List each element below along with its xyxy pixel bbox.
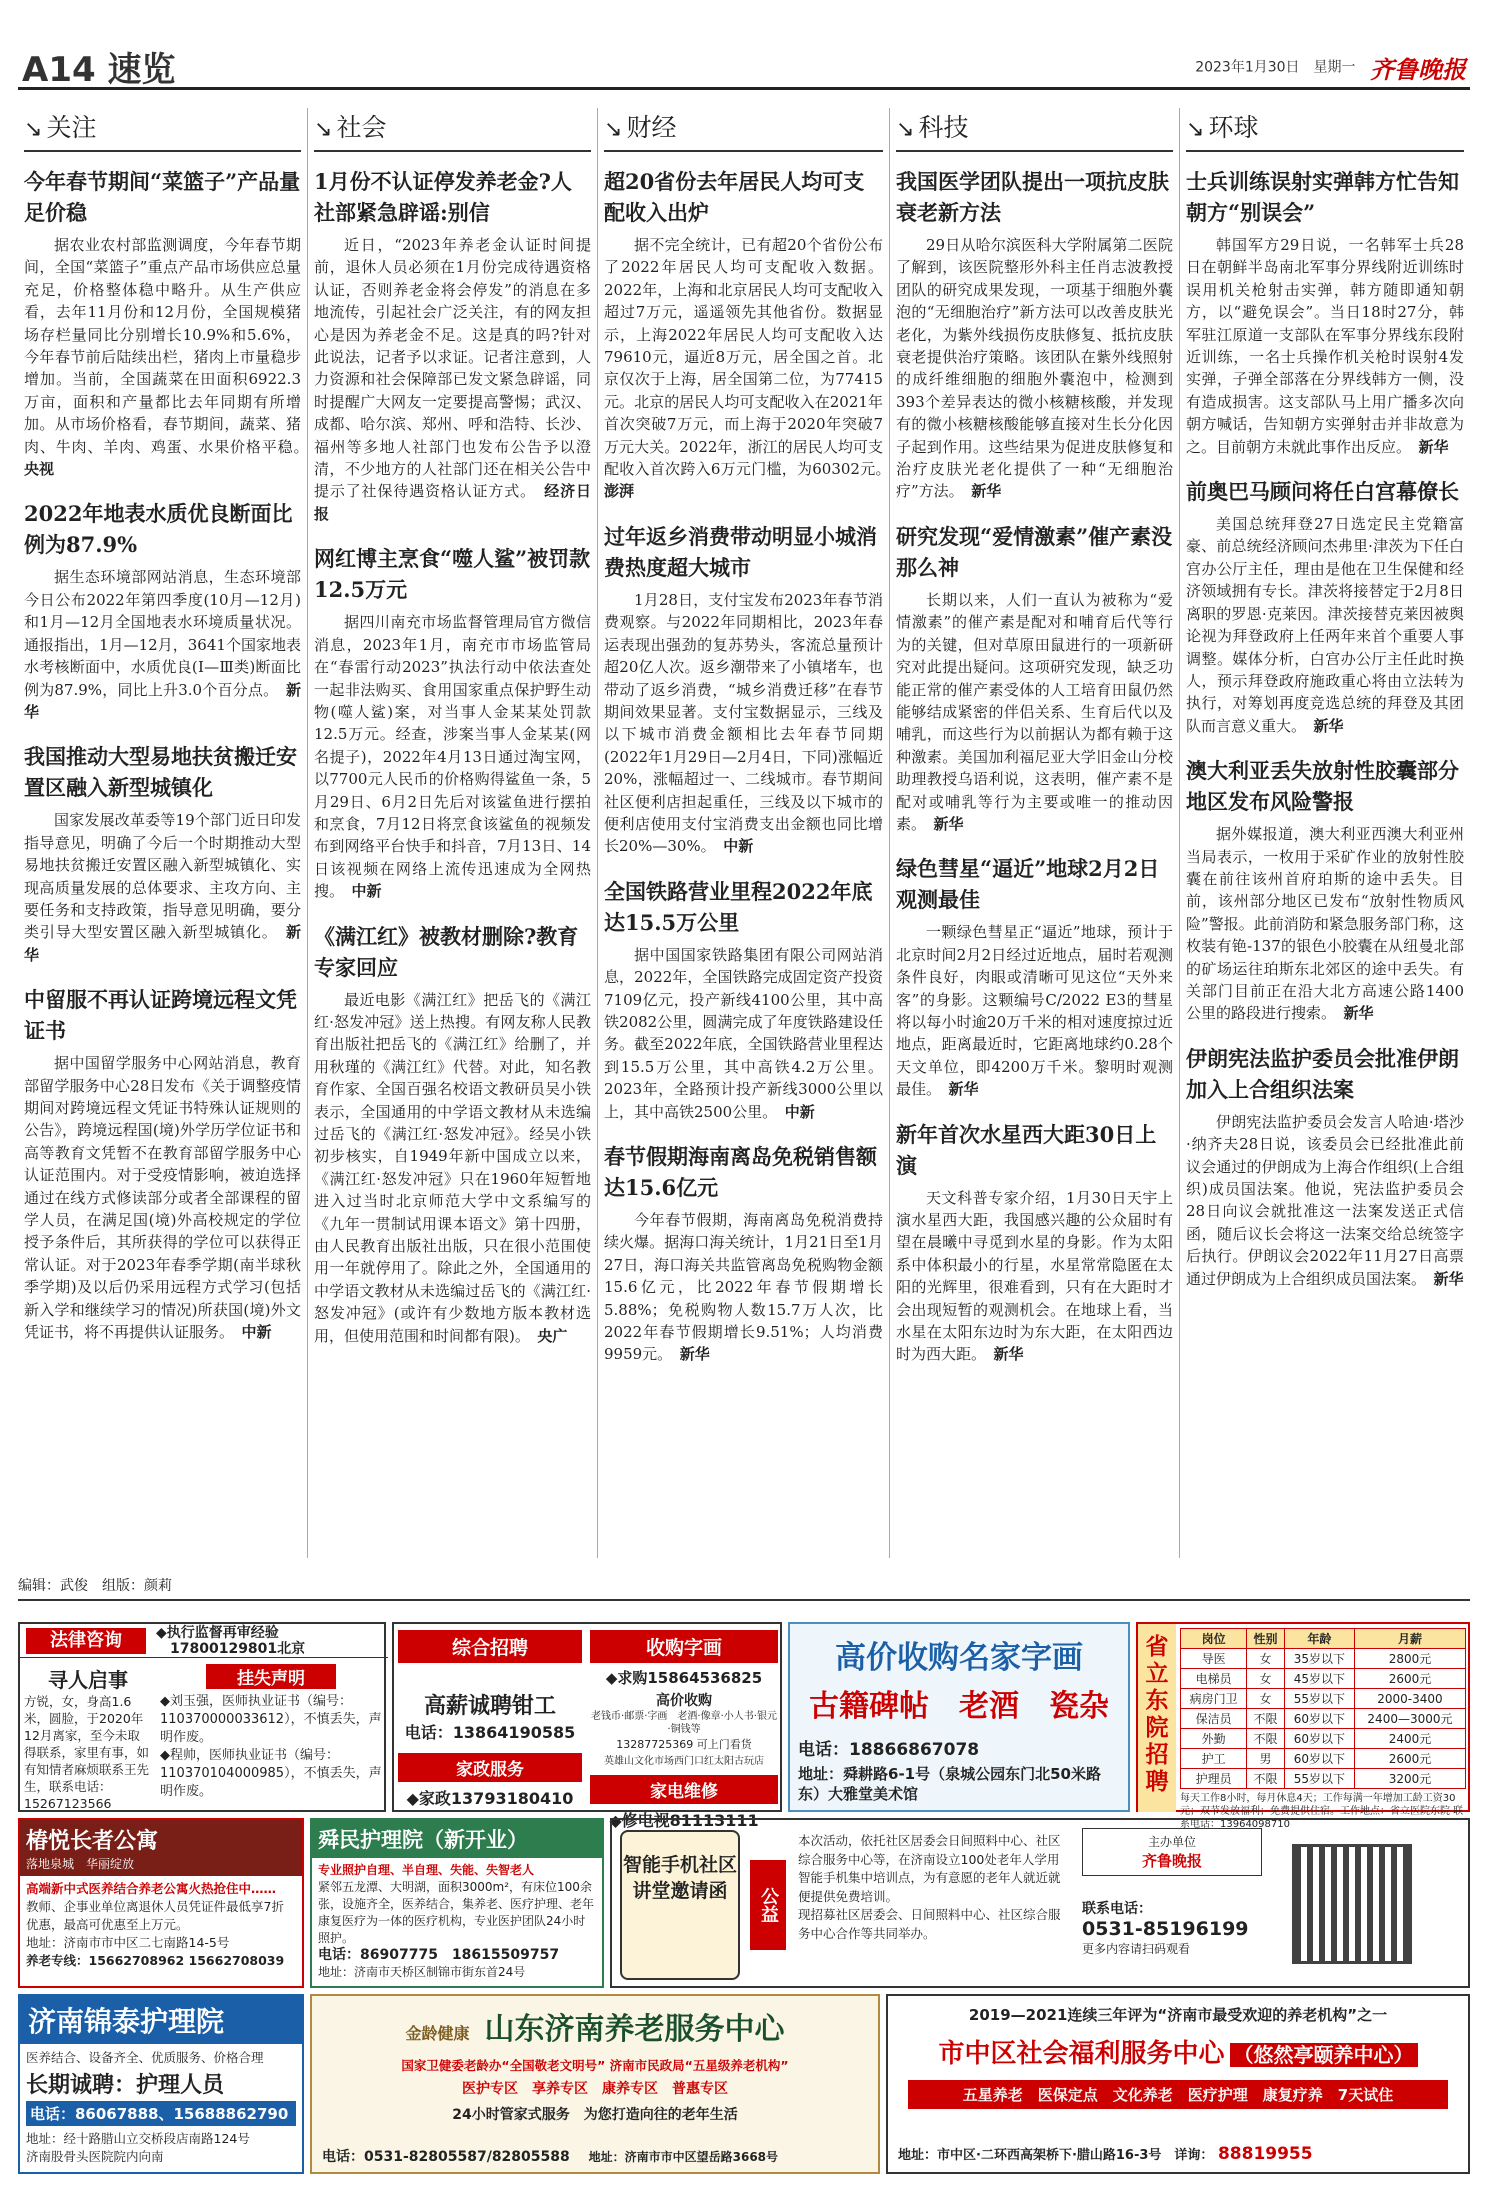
- table-cell: 月薪: [1354, 1629, 1465, 1649]
- tv-tel: ◆修电视81113111: [609, 1811, 759, 1830]
- article-text: 近日，“2023年养老金认证时间提前，退休人员必须在1月份完成待遇资格认证，否则养老金将会停发”的消息在多地流传，引起社会广泛关注，有的网友担心是因为养老金不足。这是真的吗?针对此说法，记者予以求证。记者注意到，人力资源和社会保障部已发文紧急辟谣，同时提醒广大网友一定要提高警惕；武汉、成都、哈尔滨、郑州、呼和浩特、长沙、福州等多地人社部门也发布公告予以澄清，不少地方的人社部门还在相关公告中提示了社保待遇资格认证方式。: [314, 236, 591, 501]
- table-cell: 导医: [1181, 1649, 1247, 1669]
- article-title: 今年春节期间“菜篮子”产品量足价稳: [24, 169, 301, 225]
- article: [1186, 476, 1464, 749]
- section-header: [896, 108, 1173, 152]
- article-byline: 中新: [351, 882, 382, 901]
- legal-line1: ◆执行监督再审经验: [156, 1625, 279, 1641]
- article-text: 伊朗宪法监护委员会发言人哈迪·塔沙·纳齐夫28日说，该委员会已经批准此前议会通过的伊朗成为上海合作组织(上合组织)成员国法案。他说，宪法监护委员会28日向议会就批准这一法案发送正式信函，随后议长会将这一法案交给总统签字后执行。伊朗议会2022年11月27日高票通过伊朗成为上合组织成员国法案。: [1186, 1112, 1464, 1288]
- article-text: 据不完全统计，已有超20个省份公布了2022年居民人均可支配收入数据。2022年，上海和北京居民人均可支配收入超过7万元，遥遥领先其他省份。数据显示，上海2022年居民人均可支配收入达79610元，逼近8万元，居全国之首。北京仅次于上海，居全国第二位，为77415元。北京的居民人均可支配收入在2021年首次突破7万元，而上海于2020年突破7万元大关。2022年，浙江的居民人均可支配收入首次跨入6万元门槛，为60302元。: [604, 236, 883, 479]
- article-body: [24, 1052, 301, 1343]
- void-line1: ◆刘玉强，医师执业证书（编号：110370000033612），不慎丢失，声明作废。: [160, 1694, 382, 1745]
- shizhong-tags: 五星养老 医保定点 文化养老 医疗护理 康复疗养 7天试住: [908, 2080, 1448, 2109]
- shunmin-tel: 电话：86907775 18615509757: [318, 1947, 560, 1963]
- article-text: 最近电影《满江红》把岳飞的《满江红·怒发冲冠》送上热搜。有网友称人民教育出版社把岳飞的《满江红》给删了，并用秋瑾的《满江红》代替。对此，知名教育作家、全国百强名校语文教研员吴小铁表示，全国通用的中学语文教材从未选编过岳飞的《满江红·怒发冲冠》。经吴小铁初步核实，自1949年新中国成立以来，《满江红·怒发冲冠》只在1960年短暂地进入过当时北京师范大学中文系编写的《九年一贯制试用课本语文》第十四册，由人民教育出版社出版，只在很小范围使用一年就停用了。除此之外，全国通用的中学语文教材从未选编过岳飞的《满江红·怒发冲冠》(或许有少数地方版本教材选用，但使用范围和时间都有限)。: [314, 990, 591, 1345]
- table-cell: 外勤: [1181, 1729, 1247, 1749]
- buy-sub: 老钱币·邮票·字画 老酒·像章·小人书·银元·铜钱等: [591, 1711, 777, 1735]
- article-text: 据四川南充市场监督管理局官方微信消息，2023年1月，南充市市场监管局在“春雷行动2023”执法行动中依法查处一起非法购买、食用国家重点保护野生动物(噬人鲨)案，对当事人金某某处罚款12.5万元。经查，涉案当事人金某某(网名提子)，2022年4月13日通过淘宝网，以7700元人民币的价格购得鲨鱼一条，5月29日、6月2日先后对该鲨鱼进行摆拍和烹食，7月12日将烹食该鲨鱼的视频发布到网络平台快手和抖音，7月13日、14日该视频在网络上流传迅速成为全网热搜。: [314, 613, 591, 901]
- article-title: 研究发现“爱情激素”催产素没那么神: [896, 523, 1173, 580]
- table-cell: 病房门卫: [1181, 1689, 1247, 1709]
- article-byline: 新华: [1433, 1269, 1464, 1288]
- lecture-tel-label: 联系电话：: [1082, 1901, 1152, 1917]
- section-title: 科技: [918, 113, 969, 142]
- article-title: 士兵训练误射实弹韩方忙告知朝方“别误会”: [1186, 169, 1459, 225]
- article-title: 2022年地表水质优良断面比例为87.9%: [24, 501, 293, 558]
- article-body: [896, 921, 1173, 1100]
- table-row: [1181, 1649, 1466, 1669]
- article-byline: 中新: [241, 1323, 272, 1342]
- issue-date: 2023年1月30日 星期一: [1195, 59, 1356, 76]
- table-cell: 不限: [1247, 1769, 1284, 1789]
- shizhong-award: 2019—2021连续三年评为“济南市最受欢迎的养老机构”之一: [968, 2006, 1388, 2024]
- legal-ad-block: [18, 1622, 386, 1812]
- article-body: [1186, 1111, 1464, 1290]
- lecture-body2: 现招募社区居委会、日间照料中心、社区综合服务中心合作等共同举办。: [798, 1907, 1061, 1941]
- article-body: [314, 611, 591, 902]
- article-text: 今年春节假期，海南离岛免税消费持续火爆。据海口海关统计，1月21日至1月27日，海口海关共监管离岛免税购物金额15.6亿元，比2022年春节假期增长5.88%；免税购物人数15.7万人次，比2022年春节假期增长9.51%；人均消费9959元。: [604, 1211, 883, 1364]
- shizhong-ad: [886, 1994, 1470, 2174]
- buy-main: 高价收购: [656, 1693, 712, 1709]
- article-title: 伊朗宪法监护委员会批准伊朗加入上合组织法案: [1186, 1045, 1459, 1102]
- table-cell: 电梯员: [1181, 1669, 1247, 1689]
- jintai-line1: 医养结合、设备齐全、优质服务、价格合理: [26, 2050, 264, 2065]
- shizhong-name: 市中区社会福利服务中心: [938, 2039, 1225, 2069]
- shizhong-tel: 88819955: [1217, 2144, 1313, 2164]
- table-cell: 护工: [1181, 1749, 1247, 1769]
- column-0: [18, 108, 308, 1558]
- article-byline: 新华: [1313, 716, 1344, 735]
- article-text: 国家发展改革委等19个部门近日印发指导意见，明确了今后一个时期推动大型易地扶贫搬迁安置区融入新型城镇化、实现高质量发展的总体要求、主攻方向、主要任务和支持政策，指导意见明确，要分类引导大型安置区融入新型城镇化。: [24, 811, 301, 942]
- table-row: [1181, 1689, 1466, 1709]
- article: [1186, 755, 1464, 1037]
- article-text: 据中国留学服务中心网站消息，教育部留学服务中心28日发布《关于调整疫情期间对跨境远程文凭证书特殊认证规则的公告》，跨境远程国(境)外学历学位证书和高等教育文凭暂不在教育部留学服务中心认证范围内。对于受疫情影响，被迫选择通过在线方式修读部分或者全部课程的留学人员，在满足国(境)外高校规定的学位授予条件后，其所获得的学位可以获得正常认证。对于2023年春季学期(南半球秋季学期)及以后仍采用远程方式学习(包括新入学和继续学习的情况)所获国(境)外文凭证书，将不再提供认证服务。: [24, 1054, 301, 1342]
- arrow-icon: ↘: [1186, 117, 1205, 142]
- seek-body: 方锐，女，身高1.6米，圆脸，于2020年12月离家，至今未取得联系，家里有事，如有知情者麻烦联系王先生，联系电话：15267123566: [24, 1694, 150, 1811]
- table-cell: 45岁以下: [1284, 1669, 1354, 1689]
- article-title: 绿色彗星“逼近”地球2月2日观测最佳: [896, 856, 1160, 913]
- chunyue-line2: 教师、企事业单位离退休人员凭证件最低享7折优惠，最高可优惠至上万元。: [26, 1899, 284, 1932]
- article-byline: 新华: [971, 482, 1002, 501]
- article-body: [314, 234, 591, 525]
- article-byline: 新华: [1418, 437, 1449, 456]
- arrow-icon: ↘: [604, 117, 623, 142]
- section-header: [24, 108, 301, 152]
- section-header: [314, 108, 591, 152]
- section-title: 关注: [46, 113, 97, 142]
- section-header: [1186, 108, 1464, 152]
- article: [604, 1141, 883, 1378]
- article-body: [896, 1187, 1173, 1366]
- table-cell: 60岁以下: [1284, 1749, 1354, 1769]
- chunyue-tel: 养老专线：15662708962 15662708039: [26, 1953, 285, 1968]
- chunyue-slogan: 落地泉城 华丽绽放: [26, 1857, 135, 1871]
- table-row: [1181, 1669, 1466, 1689]
- table-cell: 保洁员: [1181, 1709, 1247, 1729]
- table-cell: 不限: [1247, 1709, 1284, 1729]
- article: [314, 543, 591, 914]
- article-title: 中留服不再认证跨境远程文凭证书: [24, 987, 297, 1044]
- jintai-tel: 电话：86067888、15688862790: [26, 2101, 296, 2126]
- lecture-side: 公益: [750, 1860, 786, 1950]
- hosp-foot: 每天工作8小时，每月休息4天；工作每满一年增加工龄工资30元；双节发放福利；免费提供住宿。工作地点：省立医院东院 联系电话：13964098710: [1180, 1793, 1464, 1830]
- article: [604, 876, 883, 1135]
- masthead-right: [1195, 50, 1466, 85]
- classified-ad-block: [392, 1622, 782, 1830]
- qr-code-icon[interactable]: [1292, 1844, 1412, 1964]
- void-line2: ◆程帅，医师执业证书（编号：110370104000985），不慎丢失，声明作废。: [160, 1748, 382, 1799]
- article-title: 1月份不认证停发养老金?人社部紧急辟谣:别信: [314, 169, 572, 225]
- arrow-icon: ↘: [896, 117, 915, 142]
- article-body: [604, 589, 883, 858]
- table-row: [1181, 1709, 1466, 1729]
- table-cell: 年龄: [1284, 1629, 1354, 1649]
- article-title: 澳大利亚丢失放射性胶囊部分地区发布风险警报: [1186, 758, 1459, 815]
- article-byline: 澎湃: [604, 482, 635, 501]
- article-title: 网红博主烹食“噬人鲨”被罚款12.5万元: [314, 546, 591, 603]
- column-4: [1180, 108, 1470, 1558]
- article: [314, 166, 591, 537]
- table-cell: 岗位: [1181, 1629, 1247, 1649]
- jintai-addr: 地址：经十路腊山立交桥段店南路124号: [26, 2131, 250, 2146]
- article-body: [604, 944, 883, 1123]
- article-byline: 新华: [933, 814, 964, 833]
- article: [1186, 1043, 1464, 1302]
- article-byline: 新华: [1343, 1004, 1374, 1023]
- article-body: [24, 234, 301, 480]
- lecture-tel: 0531-85196199: [1082, 1918, 1249, 1940]
- shandong-ad: [310, 1994, 880, 2174]
- editor-credit: 编辑：武俊 组版：颜莉: [18, 1575, 1470, 1601]
- table-cell: 女: [1247, 1649, 1284, 1669]
- shizhong-addr: 地址：市中区·二环西高架桥下·腊山路16-3号 详询：: [898, 2148, 1214, 2163]
- calli-line2: 古籍碑帖 老酒 瓷杂: [809, 1689, 1109, 1724]
- table-cell: 2600元: [1354, 1669, 1465, 1689]
- shandong-brand: 金龄健康: [405, 2024, 470, 2043]
- recruit-tel: 电话：13864190585: [404, 1723, 576, 1742]
- article: [24, 498, 301, 735]
- article-byline: 新华: [948, 1080, 979, 1099]
- table-cell: 男: [1247, 1749, 1284, 1769]
- table-cell: 55岁以下: [1284, 1769, 1354, 1789]
- shunmin-ad: [310, 1818, 604, 1988]
- buy-addr: 英雄山文化市场西门口红太阳古玩店: [604, 1756, 764, 1767]
- article: [1186, 166, 1464, 470]
- column-1: [308, 108, 598, 1558]
- page-number: A14 速览: [22, 50, 176, 90]
- article-byline: 经济日报: [314, 482, 591, 523]
- table-cell: 2400元: [1354, 1729, 1465, 1749]
- article-title: 我国推动大型易地扶贫搬迁安置区融入新型城镇化: [24, 744, 297, 801]
- chunyue-line1: 高端新中式医养结合养老公寓火热抢住中……: [26, 1881, 277, 1896]
- masthead: [18, 38, 1470, 90]
- article-byline: 新华: [24, 923, 301, 964]
- table-cell: 女: [1247, 1689, 1284, 1709]
- shandong-name: 山东济南养老服务中心: [484, 2012, 785, 2047]
- table-cell: 性别: [1247, 1629, 1284, 1649]
- article: [24, 741, 301, 978]
- article-title: 春节假期海南离岛免税销售额达15.6亿元: [604, 1144, 877, 1200]
- table-cell: 2600元: [1354, 1749, 1465, 1769]
- table-cell: 55岁以下: [1284, 1689, 1354, 1709]
- home-tel: ◆家政13793180410: [406, 1789, 574, 1808]
- table-cell: 60岁以下: [1284, 1729, 1354, 1749]
- table-cell: 女: [1247, 1669, 1284, 1689]
- chunyue-name: 椿悦长者公寓: [26, 1829, 159, 1854]
- legal-title: 法律咨询: [26, 1628, 146, 1654]
- article-text: 美国总统拜登27日选定民主党籍富豪、前总统经济顾问杰弗里·津茨为下任白宫办公厅主任，理由是他在卫生保健和经济领域拥有专长。津茨将接替定于2月8日离职的罗恩·克莱因。津茨接替克莱因被舆论视为拜登政府上任两年来首个重要人事调整。媒体分析，白宫办公厅主任此时换人，预示拜登政府施政重心将由立法转为执行，对筹划再度竞选总统的拜登及其团队而言意义重大。: [1186, 515, 1464, 735]
- column-3: [890, 108, 1180, 1558]
- article-byline: 新华: [993, 1345, 1024, 1364]
- shunmin-line2: 紧邻五龙潭、大明湖，面积3000m²，有床位100余张，设施齐全，医养结合，集养老、医疗护理、老年康复医疗为一体的医疗机构，专业医护团队24小时照护。: [318, 1880, 595, 1945]
- article-text: 韩国军方29日说，一名韩军士兵28日在朝鲜半岛南北军事分界线附近训练时误用机关枪射击实弹，韩方随即通知朝方，以“避免误会”。当日18时27分，韩军驻江原道一支部队在军事分界线东段附近训练，一名士兵操作机关枪时误射4发实弹，子弹全部落在分界线韩方一侧，没有造成损害。这支部队马上用广播多次向朝方喊话，告知朝方实弹射击并非故意为之。目前朝方未就此事作出反应。: [1186, 236, 1464, 456]
- article-body: [24, 566, 301, 723]
- article-body: [1186, 234, 1464, 458]
- article-byline: 央视: [24, 460, 55, 479]
- arrow-icon: ↘: [24, 117, 43, 142]
- seek-title: 寻人启事: [48, 1668, 128, 1692]
- recruit-main: 高薪诚聘钳工: [423, 1694, 556, 1719]
- table-cell: 2400—3000元: [1354, 1709, 1465, 1729]
- article-byline: 央广: [537, 1326, 568, 1345]
- article-text: 据农业农村部监测调度，今年春节期间，全国“菜篮子”重点产品市场供应总量充足，价格整体稳中略升。从生产供应看，去年11月份和12月份，全国规模猪场存栏量同比分别增长10.9%和5.6%，今年春节前后陆续出栏，猪肉上市量稳步增加。当前，全国蔬菜在田面积6922.3万亩，面积和产量都比去年同期有所增加。从市场价格看，春节期间，蔬菜、猪肉、牛肉、羊肉、鸡蛋、水果价格平稳。: [24, 236, 301, 456]
- calligraphy-ad: [788, 1622, 1130, 1812]
- lecture-title: 智能手机社区讲堂邀请函: [622, 1854, 737, 1902]
- article-byline: 中新: [723, 837, 754, 856]
- article-body: [314, 989, 591, 1348]
- table-cell: 2800元: [1354, 1649, 1465, 1669]
- jintai-name: 济南锦泰护理院: [20, 1996, 302, 2044]
- lecture-body: 本次活动，依托社区居委会日间照料中心、社区综合服务中心等，在济南设立100处老年人学用智能手机集中培训点，为有意愿的老年人就近就便提供免费培训。: [798, 1833, 1061, 1904]
- chunyue-addr: 地址：济南市市中区二七南路14-5号: [26, 1935, 230, 1950]
- section-title: 财经: [626, 113, 677, 142]
- shunmin-addr: 地址：济南市天桥区制锦市街东首24号: [318, 1965, 526, 1979]
- table-cell: 护理员: [1181, 1769, 1247, 1789]
- calli-addr: 地址：舜耕路6-1号（泉城公园东门北50米路东）大雅堂美术馆: [798, 1765, 1101, 1803]
- lecture-host: 主办单位: [1147, 1835, 1196, 1849]
- section-title: 环球: [1208, 113, 1259, 142]
- article-body: [604, 234, 883, 503]
- article: [896, 1119, 1173, 1378]
- article-body: [896, 589, 1173, 835]
- jintai-line2: 长期诚聘：护理人员: [26, 2073, 225, 2098]
- shandong-line3: 24小时管家式服务 为您打造向往的老年生活: [452, 2107, 738, 2123]
- home-title: 家政服务: [398, 1753, 582, 1782]
- article-body: [604, 1209, 883, 1366]
- lecture-paper: 齐鲁晚报: [1141, 1852, 1202, 1870]
- article-text: 1月28日，支付宝发布2023年春节消费观察。与2022年同期相比，2023年春运表现出强劲的复苏势头，客流总量预计超20亿人次。返乡潮带来了小镇堵车，也带动了返乡消费，“城乡消费迁移”在春节期间效果显著。支付宝数据显示，三线及以下城市消费金额相比去年春节同期(2022年1月29日—2月4日，下同)涨幅近20%，涨幅超过一、二线城市。春节期间社区便利店担起重任，三线及以下城市的便利店使用支付宝消费支出金额也同比增长20%—30%。: [604, 590, 883, 856]
- table-row: [1181, 1749, 1466, 1769]
- buy-title: 收购字画: [590, 1630, 778, 1663]
- article-text: 29日从哈尔滨医科大学附属第二医院了解到，该医院整形外科主任肖志波教授团队的研究成果发现，一项基于细胞外囊泡的“无细胞治疗”新方法可以改善皮肤光老化，为紫外线损伤皮肤修复、抵抗皮肤衰老提供治疗策略。该团队在紫外线照射的成纤维细胞的细胞外囊泡中，检测到393个差异表达的微小核糖核酸，并发现有的微小核糖核酸能够直接对生长分化因子起到作用。这些结果为促进皮肤修复和治疗皮肤光老化提供了一种“无细胞治疗”方法。: [896, 236, 1173, 501]
- article-byline: 新华: [679, 1345, 710, 1364]
- article: [24, 166, 301, 492]
- article-title: 我国医学团队提出一项抗皮肤衰老新方法: [896, 169, 1169, 225]
- article: [896, 521, 1173, 847]
- paper-logo: 齐鲁晚报: [1370, 56, 1466, 84]
- article-body: [24, 809, 301, 966]
- calli-line1: 高价收购名家字画: [835, 1640, 1083, 1676]
- article-byline: 新华: [24, 680, 301, 721]
- article-text: 据生态环境部网站消息，生态环境部今日公布2022年第四季度(10月—12月)和1月—12月全国地表水环境质量状况。通报指出，1月—12月，3641个国家地表水考核断面中，水质优良(Ⅰ—Ⅲ类)断面比例为87.9%，同比上升3.0个百分点。: [24, 568, 301, 699]
- article: [896, 853, 1173, 1112]
- column-2: [598, 108, 890, 1558]
- article-title: 过年返乡消费带动明显小城消费热度超大城市: [604, 523, 877, 580]
- article: [604, 166, 883, 515]
- shandong-addr: 地址：济南市市中区望岳路3668号: [588, 2150, 779, 2164]
- article-text: 据外媒报道，澳大利亚西澳大利亚州当局表示，一枚用于采矿作业的放射性胶囊在前往该州首府珀斯的途中丢失。目前，该州部分地区已发布“放射性物质风险”警报。此前消防和紧急服务部门称，这枚装有铯-137的银色小胶囊在从纽曼北部的矿场运往珀斯东北郊区的途中丢失。有关部门目前正在沿大北方高速公路1400公里的路段进行搜索。: [1186, 825, 1464, 1023]
- article: [314, 921, 591, 1360]
- article-byline: 中新: [784, 1102, 815, 1121]
- article: [896, 166, 1173, 515]
- article-title: 超20省份去年居民人均可支配收入出炉: [604, 169, 865, 225]
- article-text: 据中国国家铁路集团有限公司网站消息，2022年，全国铁路完成固定资产投资7109亿元，投产新线4100公里，其中高铁2082公里，圆满完成了年度铁路建设任务。截至2022年底，全国铁路营业里程达到15.5万公里，其中高铁4.2万公里。2023年，全路预计投产新线3000公里以上，其中高铁2500公里。: [604, 945, 883, 1121]
- table-cell: 35岁以下: [1284, 1649, 1354, 1669]
- shizhong-sub: （悠然亭颐养中心）: [1230, 2043, 1418, 2067]
- jintai-ad: [18, 1994, 304, 2174]
- lecture-more: 更多内容请扫码观看: [1082, 1942, 1191, 1956]
- table-cell: 3200元: [1354, 1769, 1465, 1789]
- calli-tel: 电话：18866867078: [798, 1740, 980, 1760]
- article-text: 天文科普专家介绍，1月30日天宇上演水星西大距，我国感兴趣的公众届时有望在晨曦中寻觅到水星的身影。作为太阳系中体积最小的行星，水星常常隐匿在太阳的光辉里，很难看到，只有在大距时才会出现短暂的观测机会。在地球上看，当水星在太阳东边时为东大距，在太阳西边时为西大距。: [896, 1188, 1173, 1364]
- legal-line2: 17800129801北京: [170, 1641, 306, 1657]
- jintai-addr2: 济南股骨头医院院内向南: [26, 2149, 164, 2164]
- table-cell: 2000-3400: [1354, 1689, 1465, 1709]
- table-row: [1181, 1629, 1466, 1649]
- article-title: 前奥巴马顾问将任白宫幕僚长: [1186, 479, 1459, 505]
- shunmin-line1: 专业照护自理、半自理、失能、失智老人: [318, 1863, 535, 1877]
- article: [24, 984, 301, 1355]
- table-cell: 不限: [1247, 1729, 1284, 1749]
- article-text: 一颗绿色彗星正“逼近”地球，预计于北京时间2月2日经过近地点，届时若观测条件良好，肉眼或清晰可见这位“天外来客”的身影。这颗编号C/2022 E3的彗星将以每小时逾20万千米的相对速度掠过近地点，距离最近时，它距离地球约0.28个天文单位，即4200万千米。黎明时观测最佳。: [896, 923, 1173, 1099]
- hosp-table: [1180, 1628, 1466, 1789]
- article-body: [1186, 823, 1464, 1025]
- tv-title: 家电维修: [590, 1775, 778, 1804]
- article-title: 《满江红》被教材删除?教育专家回应: [314, 923, 579, 980]
- buy-tel2: 13287725369 可上门看货: [616, 1738, 752, 1751]
- shandong-line2: 医护专区 享养专区 康养专区 普惠专区: [462, 2081, 728, 2097]
- hosp-title: 省立东院招聘: [1138, 1624, 1176, 1812]
- void-title: 挂失声明: [206, 1664, 336, 1689]
- shandong-tel: 电话：0531-82805587/82805588: [322, 2149, 570, 2165]
- lecture-ad: [610, 1818, 1470, 1988]
- chunyue-ad: [18, 1818, 304, 1988]
- table-cell: 60岁以下: [1284, 1709, 1354, 1729]
- shunmin-name: 舜民护理院（新开业）: [318, 1828, 528, 1852]
- article-body: [1186, 513, 1464, 737]
- hospital-recruit-ad: [1136, 1622, 1470, 1830]
- article-text: 长期以来，人们一直认为被称为“爱情激素”的催产素是配对和哺育后代等行为的关键，但对草原田鼠进行的一项新研究对此提出疑问。这项研究发现，缺乏功能正常的催产素受体的人工培育田鼠仍然能够结成紧密的伴侣关系、生育后代以及哺乳，而这些行为以前据认为都有赖于这种激素。美国加利福尼亚大学旧金山分校助理教授乌语利说，这表明，催产素不是配对或哺乳等行为主要或唯一的推动因素。: [896, 590, 1173, 833]
- section-header: [604, 108, 883, 152]
- buy-tel: ◆求购15864536825: [605, 1669, 763, 1687]
- article: [604, 521, 883, 870]
- recruit-title: 综合招聘: [398, 1630, 582, 1663]
- table-row: [1181, 1729, 1466, 1749]
- table-row: [1181, 1769, 1466, 1789]
- article-title: 全国铁路营业里程2022年底达15.5万公里: [604, 878, 873, 935]
- shandong-line1: 国家卫健委老龄办“全国敬老文明号” 济南市民政局“五星级养老机构”: [401, 2058, 789, 2073]
- section-title: 社会: [336, 113, 387, 142]
- article-body: [896, 234, 1173, 503]
- arrow-icon: ↘: [314, 117, 333, 142]
- article-title: 新年首次水星西大距30日上演: [896, 1121, 1157, 1178]
